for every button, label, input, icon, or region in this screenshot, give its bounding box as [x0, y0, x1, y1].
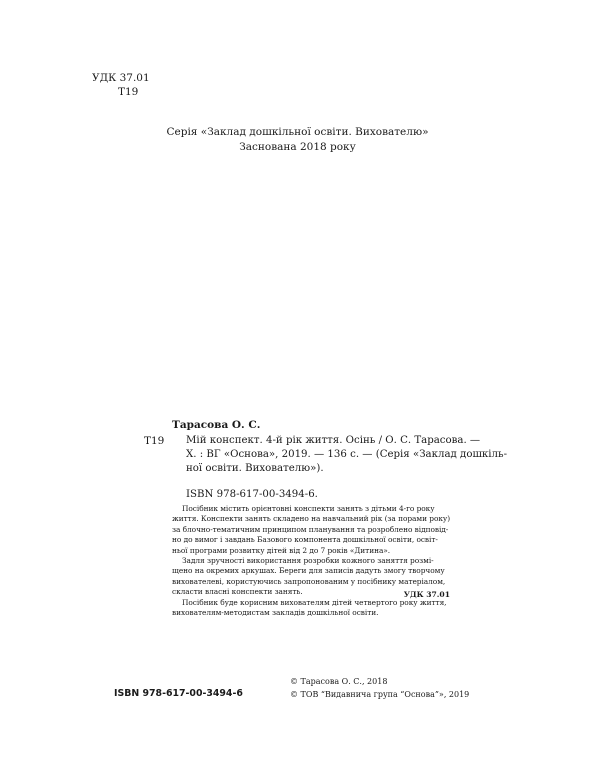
annotation-line: вихователям-методистам закладів дошкільної освіти.: [172, 608, 379, 618]
udk-code-bottom: УДК 37.01: [403, 590, 450, 599]
isbn-footer: ISBN 978-617-00-3494-6: [114, 688, 243, 699]
bib-line: Мій конспект. 4-й рік життя. Осінь / О. С. Тарасова. —: [186, 435, 481, 446]
annotation: [172, 504, 450, 618]
author-sign-top: Т19: [118, 86, 139, 98]
record-author: Тарасова О. С.: [172, 419, 261, 431]
bib-line: Х. : ВГ «Основа», 2019. — 136 с. — (Серія «Заклад дошкіль-: [186, 449, 508, 460]
record-isbn: ISBN 978-617-00-3494-6.: [186, 489, 318, 500]
annotation-line: за блочно-тематичним принципом планування та розроблено відповід-: [172, 524, 449, 534]
copyright-author: © Тарасова О. С., 2018: [290, 677, 388, 686]
annotation-line: щено на окремих аркушах. Береги для записів дадуть змогу творчому: [172, 566, 445, 576]
annotation-line: Посібник буде корисним вихователям дітей четвертого року життя,: [182, 597, 447, 607]
copyright-publisher: © ТОВ “Видавнича група “Основа”», 2019: [290, 690, 470, 699]
series-title: Серія «Заклад дошкільної освіти. Вихователю»: [166, 126, 429, 138]
bibliographic-description: [186, 434, 508, 476]
annotation-line: Задля зручності використання розробки кожного заняття розмі-: [182, 556, 434, 566]
annotation-line: життя. Конспекти занять складено на навчальний рік (за порами року): [172, 514, 451, 524]
annotation-line: ньої програми розвитку дітей від 2 до 7 років «Дитина».: [172, 545, 391, 555]
annotation-line: Посібник містить орієнтовні конспекти занять з дітьми 4-го року: [182, 504, 435, 513]
series-founded: Заснована 2018 року: [239, 141, 356, 153]
udk-code-top: УДК 37.01: [92, 72, 150, 84]
annotation-line: вихователеві, користуючись запропонованим у посібнику матеріалом,: [172, 576, 446, 586]
annotation-line: но до вимог і завдань Базового компонента дошкільної освіти, освіт-: [172, 535, 438, 545]
annotation-line: скласти власні конспекти занять.: [172, 587, 303, 597]
bib-line: ної освіти. Вихователю»).: [186, 463, 324, 474]
record-author-sign: Т19: [144, 435, 165, 447]
